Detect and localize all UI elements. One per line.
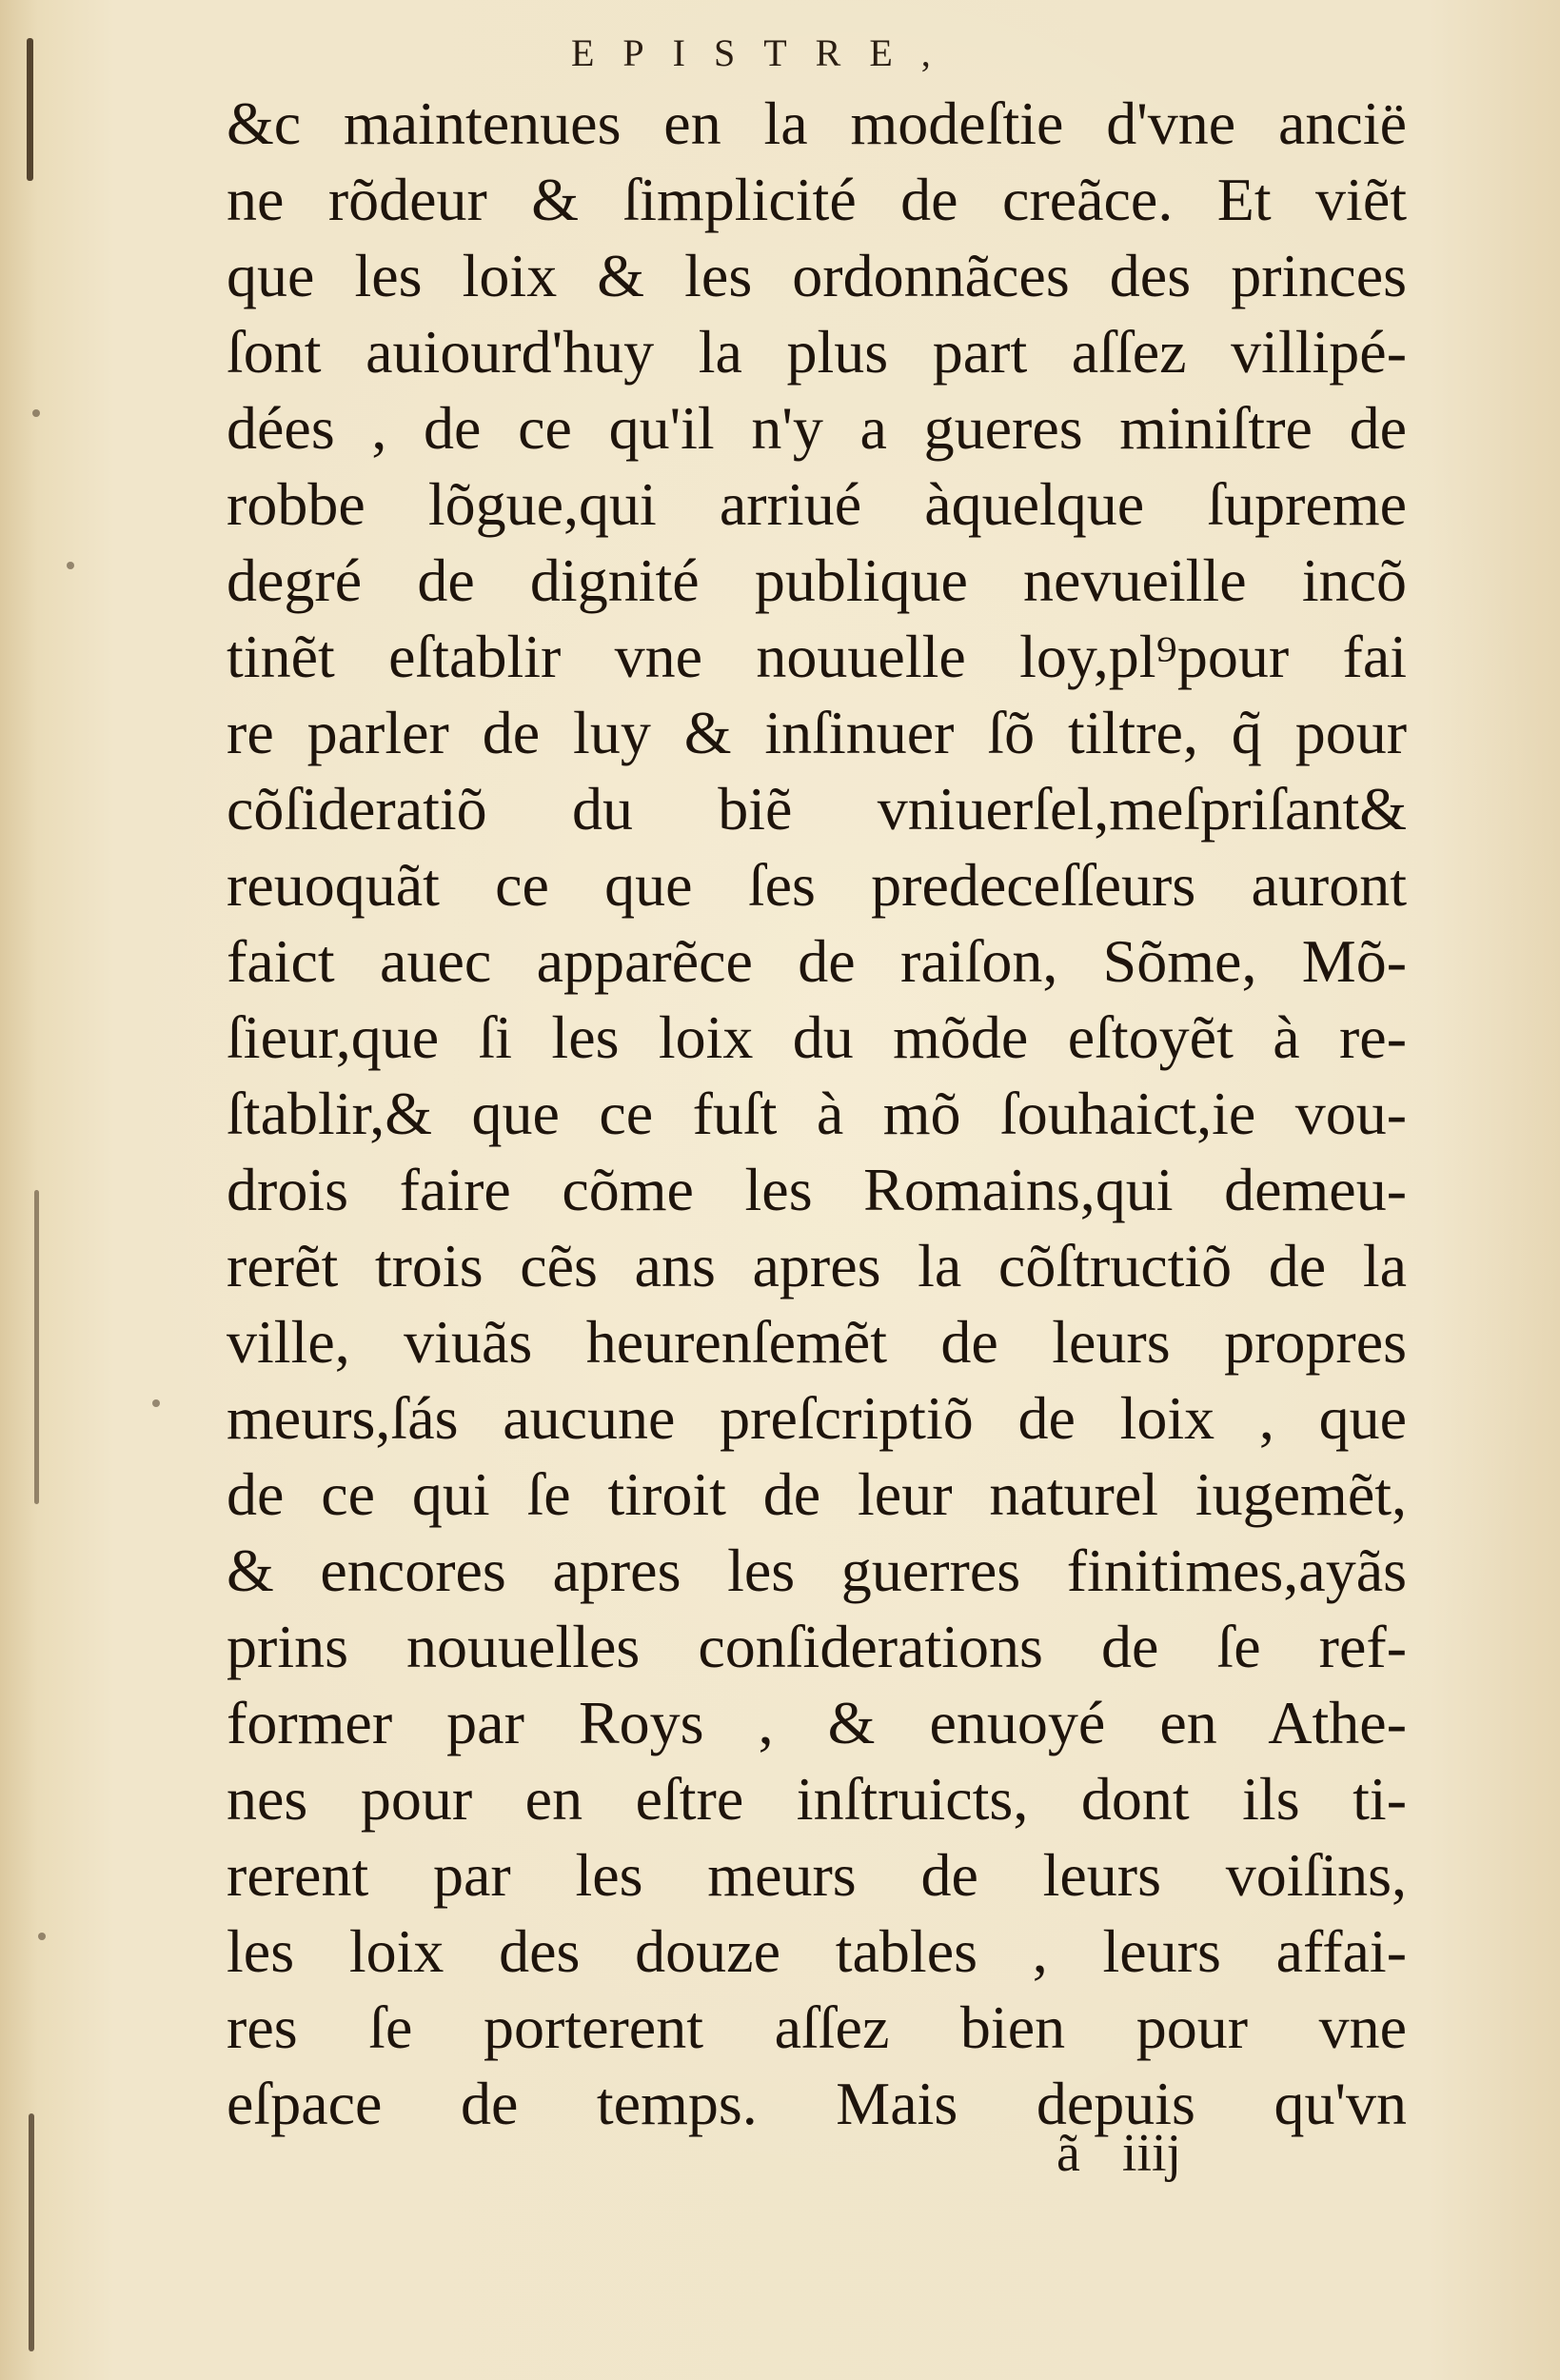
paper-speck [38, 1933, 46, 1940]
running-head: EPISTRE, [571, 31, 959, 74]
text-line: les loix des douze tables , leurs affai- [227, 1917, 1407, 1985]
text-line: prins nouuelles conſiderations de ſe ref- [227, 1613, 1407, 1680]
text-line: &c maintenues en la modeſtie d'vne ancië [227, 89, 1407, 157]
text-line: ſont auiourd'huy la plus part aſſez villipé- [227, 318, 1407, 386]
text-line: ſtablir,& que ce fuſt à mõ ſouhaict,ie vou- [227, 1080, 1407, 1147]
text-line: de ce qui ſe tiroit de leur naturel iugemẽt, [227, 1460, 1407, 1528]
signature-mark: ã iiij [1056, 2124, 1182, 2183]
text-line: cõſideratiõ du biẽ vniuerſel,meſpriſant& [227, 775, 1407, 843]
text-line: former par Roys , & enuoyé en Athe- [227, 1689, 1407, 1756]
binding-edge-mark [34, 1190, 39, 1504]
paper-speck [67, 562, 74, 569]
text-line: drois faire cõme les Romains,qui demeu- [227, 1156, 1407, 1223]
text-line: rerẽt trois cẽs ans apres la cõſtructiõ de la [227, 1232, 1407, 1299]
text-line: eſpace de temps. Mais depuis qu'vn [227, 2070, 1407, 2137]
text-line: meurs,ſás aucune preſcriptiõ de loix , que [227, 1384, 1407, 1452]
text-line: que les loix & les ordonnãces des princes [227, 242, 1407, 309]
text-line: nes pour en eſtre inſtruicts, dont ils ti- [227, 1765, 1407, 1833]
body-text [227, 86, 1407, 2142]
paper-speck [32, 409, 40, 417]
text-line: ne rõdeur & ſimplicité de creãce. Et viẽt [227, 166, 1407, 233]
text-line: res ſe porterent aſſez bien pour vne [227, 1993, 1407, 2061]
text-line: ſieur,que ſi les loix du mõde eſtoyẽt à re- [227, 1003, 1407, 1071]
text-line: & encores apres les guerres finitimes,ayãs [227, 1537, 1407, 1604]
binding-edge-mark [27, 38, 33, 181]
paper-speck [152, 1399, 160, 1407]
text-line: dées , de ce qu'il n'y a gueres miniſtre de [227, 394, 1407, 462]
binding-edge-mark [29, 2113, 34, 2351]
text-line: robbe lõgue,qui arriué àquelque ſupreme [227, 470, 1407, 538]
text-line: rerent par les meurs de leurs voiſins, [227, 1841, 1407, 1909]
text-line: re parler de luy & inſinuer ſõ tiltre, q̃ pour [227, 699, 1407, 766]
text-line: reuoquãt ce que ſes predeceſſeurs auront [227, 851, 1407, 919]
text-line: ville, viuãs heurenſemẽt de leurs propres [227, 1308, 1407, 1376]
text-line: tinẽt eſtablir vne nouuelle loy,pl⁹pour fai [227, 623, 1407, 690]
text-line: faict auec apparẽce de raiſon, Sõme, Mõ- [227, 927, 1407, 995]
text-line: degré de dignité publique nevueille incõ [227, 546, 1407, 614]
